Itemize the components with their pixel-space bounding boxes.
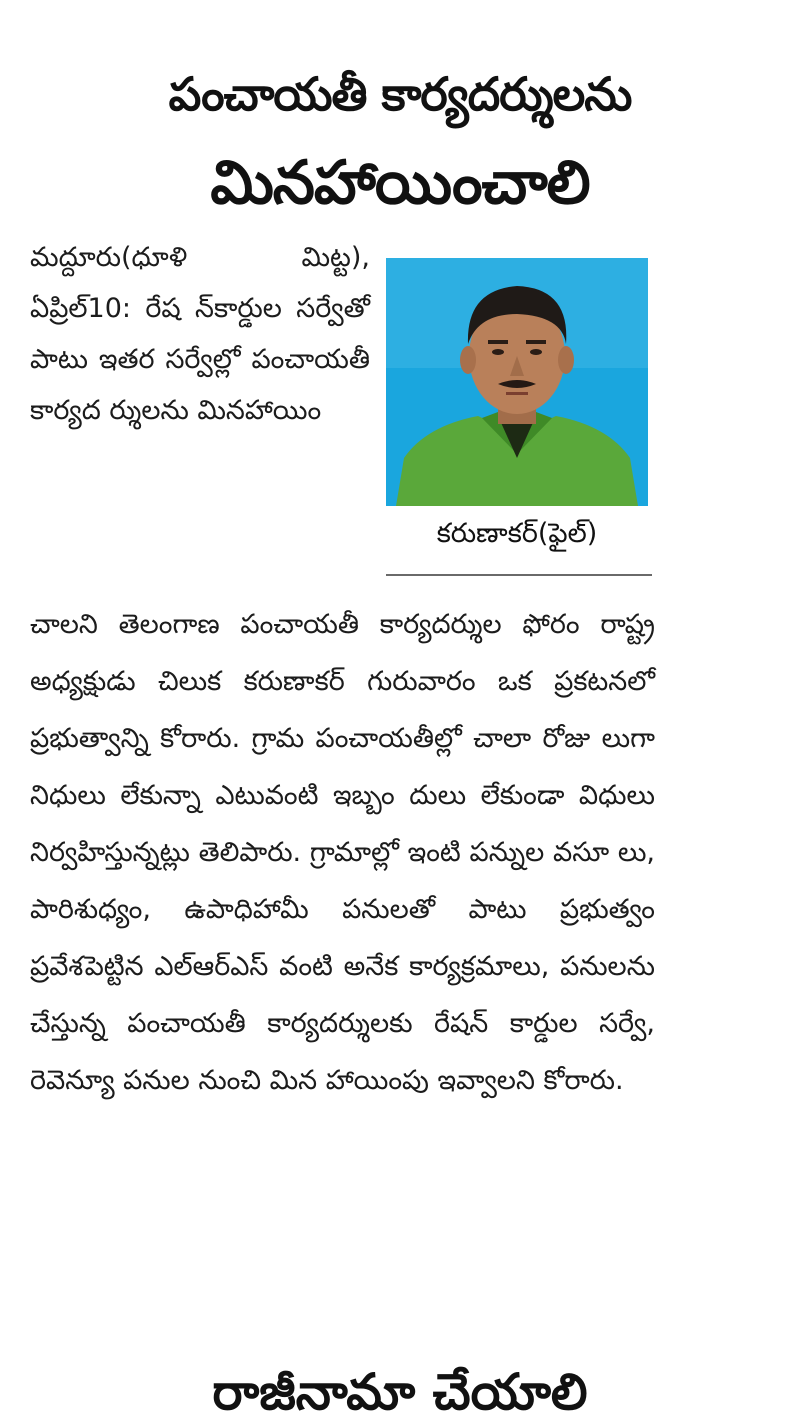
reporter-photo	[386, 258, 648, 506]
headline-line-1: పంచాయతీ కార్యదర్శులను	[168, 67, 632, 121]
person-portrait-icon	[386, 258, 648, 506]
dateline-intro-paragraph: మద్దూరు(ధూళి మిట్ట), ఏప్రిల్10: రేష న్‌కార్డుల సర్వేతో పాటు ఇతర సర్వేల్లో పంచాయతీ కార్యద ర్శులను మినహాయిం	[30, 242, 370, 426]
photo-caption: కరుణాకర్(ఫైల్)	[436, 518, 598, 549]
caption-divider	[386, 574, 652, 576]
article-body: చాలని తెలంగాణ పంచాయతీ కార్యదర్శుల ఫోరం రాష్ట్ర అధ్యక్షుడు చిలుక కరుణాకర్ గురువారం ఒక ప్రకటనలో ప్రభుత్వాన్ని కోరారు. గ్రామ పంచాయతీల్లో చాలా రోజు లుగా నిధులు లేకున్నా ఎటువంటి ఇబ్బం దులు లేకుండా విధులు నిర్వహిస్తున్నట్లు తెలిపారు. గ్రామాల్లో ఇంటి పన్నుల వసూ లు, పారిశుధ్యం, ఉపాధిహామీ పనులతో పాటు ప్రభుత్వం ప్రవేశపెట్టిన ఎల్‌ఆర్‌ఎస్ వంటి అనేక కార్యక్రమాలు, పనులను చేస్తున్న పంచాయతీ కార్యదర్శులకు రేషన్ కార్డుల సర్వే, రెవెన్యూ పనుల నుంచి మిన హాయింపు ఇవ్వాలని కోరారు.	[30, 609, 655, 1096]
next-article-heading: రాజీనామా చేయాలి	[212, 1363, 588, 1421]
headline-line-2: మినహాయించాలి	[210, 148, 590, 218]
